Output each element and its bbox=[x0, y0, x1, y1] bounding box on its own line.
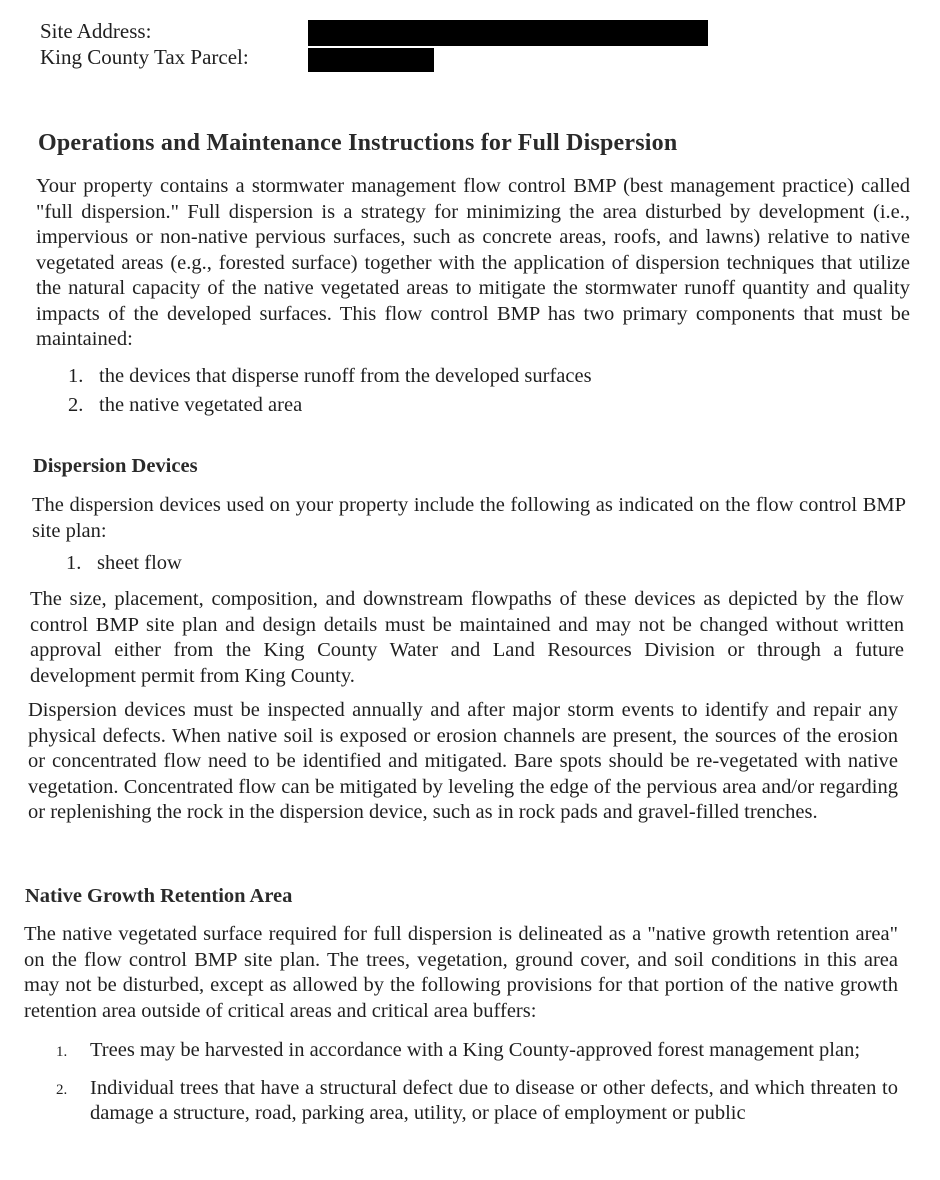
intro-paragraph: Your property contains a stormwater management flow control BMP (best management practice) called "full dispersion." Full dispersion is a strategy for minimizing the area disturbed by development (i.e., impervious or non-native pervious surfaces, such as concrete areas, roofs, and lawns) relative to native vegetated areas (e.g., forested surface) together with the application of dispersion techniques that utilize the natural capacity of the native vegetated areas to mitigate the stormwater runoff quantity and quality impacts of the developed surfaces. This flow control BMP has two primary components that must be maintained: bbox=[36, 175, 910, 350]
list-number: 2. bbox=[56, 1081, 68, 1098]
list-number: 1. bbox=[56, 1044, 68, 1060]
list-number: 2. bbox=[68, 394, 84, 416]
list-item bbox=[68, 362, 768, 391]
dispersion-devices-list bbox=[66, 549, 466, 578]
site-address-redaction bbox=[308, 20, 708, 46]
list-text: the native vegetated area bbox=[99, 394, 303, 416]
site-address-label: Site Address: bbox=[40, 19, 152, 43]
list-item bbox=[66, 549, 466, 578]
dispersion-heading: Dispersion Devices bbox=[33, 455, 198, 477]
list-text: the devices that disperse runoff from the developed surfaces bbox=[99, 365, 592, 387]
components-list bbox=[68, 362, 768, 420]
list-text: Individual trees that have a structural defect due to disease or other defects, and which threaten to damage a structure, road, parking area, utility, or place of employment or public bbox=[90, 1076, 898, 1124]
native-growth-heading: Native Growth Retention Area bbox=[25, 885, 293, 907]
tax-parcel-redaction bbox=[308, 48, 434, 72]
native-growth-intro: The native vegetated surface required for full dispersion is delineated as a "native growth retention area" on the flow control BMP site plan. The trees, vegetation, ground cover, and soil conditions in this area may not be disturbed, except as allowed by the following provisions for that portion of the native growth retention area outside of critical areas and critical area buffers: bbox=[24, 923, 898, 1022]
list-item bbox=[56, 1038, 898, 1066]
address-block bbox=[40, 18, 249, 70]
tax-parcel-label: King County Tax Parcel: bbox=[40, 45, 249, 69]
list-item bbox=[68, 391, 768, 420]
list-text: Trees may be harvested in accordance with a King County-approved forest management plan; bbox=[90, 1039, 861, 1061]
list-text: sheet flow bbox=[97, 552, 182, 574]
list-number: 1. bbox=[66, 552, 82, 574]
dispersion-paragraph-1: The size, placement, composition, and downstream flowpaths of these devices as depicted by the flow control BMP site plan and design details must be maintained and may not be changed without written approval either from the King County Water and Land Resources Division or through a future development permit from King County. bbox=[30, 588, 904, 687]
list-number: 1. bbox=[68, 365, 84, 387]
dispersion-intro: The dispersion devices used on your property include the following as indicated on the flow control BMP site plan: bbox=[32, 494, 906, 542]
list-item bbox=[56, 1076, 898, 1127]
native-growth-list bbox=[56, 1038, 898, 1137]
page-title: Operations and Maintenance Instructions for Full Dispersion bbox=[38, 130, 678, 156]
dispersion-paragraph-2: Dispersion devices must be inspected annually and after major storm events to identify and repair any physical defects. When native soil is exposed or erosion channels are present, the sources of the erosion or concentrated flow need to be identified and mitigated. Bare spots should be re-vegetated with native vegetation. Concentrated flow can be mitigated by leveling the edge of the pervious area and/or regarding or replenishing the rock in the dispersion device, such as in rock pads and gravel-filled trenches. bbox=[28, 699, 898, 823]
